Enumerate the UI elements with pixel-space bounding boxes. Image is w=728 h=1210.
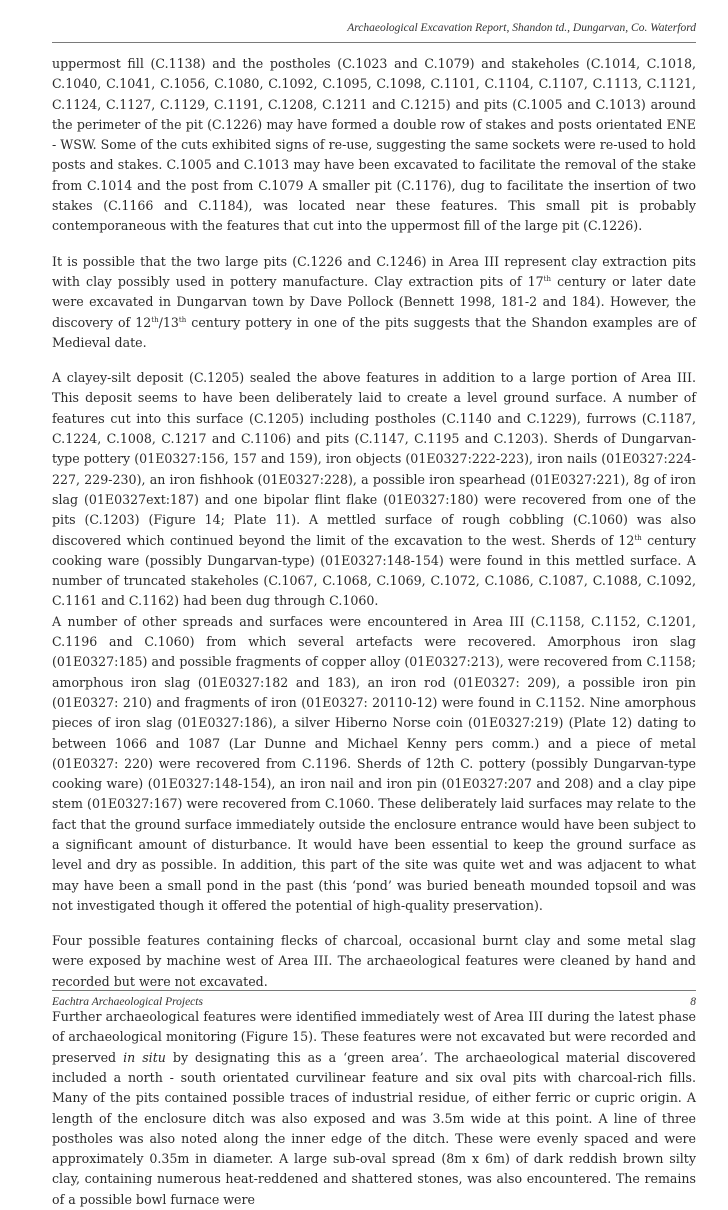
paragraph-clayey-silt-deposit [52, 368, 696, 612]
paragraph-pit-features: uppermost fill (C.1138) and the postholes (C.1023 and C.1079) and stakeholes (C.1014, C.1018, C.1040, C.1041, C.1056, C.1080, C.1092, C.1095, C.1098, C.1101, C.1104, C.1107, C.1113, C.1121, C.1124, C.1127, C.1129, C.1191, C.1208, C.1211 and C.1215) and pits (C.1005 and C.1013) around the perimeter of the pit (C.1226) may have formed a double row of stakes and posts orientated ENE - WSW. Some of the cuts exhibited signs of re-use, suggesting the same sockets were re-used to hold posts and stakes. C.1005 and C.1013 may have been excavated to facilitate the removal of the stake from C.1014 and the post from C.1079 A smaller pit (C.1176), dug to facilitate the insertion of two stakes (C.1166 and C.1184), was located near these features. This small pit is probably contemporaneous with the features that cut into the uppermost fill of the large pit (C.1226). [52, 56, 696, 234]
superscript: th [151, 315, 159, 324]
page-footer [52, 990, 696, 1011]
text-run: century pottery in one of the pits suggests that the Shandon examples are of Medieval date. [52, 314, 696, 350]
company-name: Eachtra Archaeological Projects [52, 996, 203, 1008]
text-run: It is possible that the two large pits (C.1226 and C.1246) in Area III represent clay extraction pits with clay possibly used in pottery manufacture. Clay extraction pits of 17 [52, 253, 696, 289]
italic-term: in situ [123, 1049, 166, 1065]
paragraph-possible-features: Four possible features containing flecks of charcoal, occasional burnt clay and some metal slag were exposed by machine west of Area III. The archaeological features were cleaned by hand and recorded but were not excavated. [52, 933, 696, 989]
superscript: th [178, 315, 187, 324]
text-run: A clayey-silt deposit (C.1205) sealed the above features in addition to a large portion of Area III. This deposit seems to have been deliberately laid to create a level ground surface. A number of features cut into this surface (C.1205) including postholes (C.1140 and C.1229), furrows (C.1187, C.1224, C.1008, C.1217 and C.1106) and pits (C.1147, C.1195 and C.1203). Sherds of Dungarvan-type pottery (01E0327:156, 157 and 159), iron objects (01E0327:222-223), iron nails (01E0327:224-227, 229-230), an iron fishhook (01E0327:228), a possible iron spearhead (01E0327:221), 8g of iron slag (01E0327ext:187) and one bipolar flint flake (01E0327:180) were recovered from one of the pits (C.1203) (Figure 14; Plate 11). A mettled surface of rough cobbling (C.1060) was also discovered which continued beyond the limit of the excavation to the west. Sherds of 12 [52, 370, 696, 548]
report-body [52, 54, 696, 1210]
superscript: th [543, 274, 551, 283]
paragraph-green-area [52, 1007, 696, 1210]
page-header [52, 20, 696, 43]
page-number: 8 [690, 996, 696, 1008]
text-run: Further archaeological features were identified immediately west of Area III during the latest phase of archaeological monitoring (Figure 15). These features were not excavated but were recorded and preserved [52, 1009, 696, 1065]
text-run: century or later date were excavated in Dungarvan town by Dave Pollock (Bennett 1998, 181-2 and 184). However, the discovery of 12 [52, 273, 696, 330]
superscript: th [634, 533, 642, 542]
paragraph-spreads-surfaces: A number of other spreads and surfaces were encountered in Area III (C.1158, C.1152, C.1201, C.1196 and C.1060) from which several artefacts were recovered. Amorphous iron slag (01E0327:185) and possible fragments of copper alloy (01E0327:213), were recovered from C.1158; amorphous iron slag (01E0327:182 and 183), an iron rod (01E0327: 209), a possible iron pin (01E0327: 210) and fragments of iron (01E0327: 20110-12) were found in C.1152. Nine amorphous pieces of iron slag (01E0327:186), a silver Hiberno Norse coin (01E0327:219) (Plate 12) dating to between 1066 and 1087 (Lar Dunne and Michael Kenny pers comm.) and a piece of metal (01E0327: 220) were recovered from C.1196. Sherds of 12th C. pottery (possibly Dungarvan-type cooking ware) (01E0327:148-154), an iron nail and iron pin (01E0327:207 and 208) and a clay pipe stem (01E0327:167) were recovered from C.1060. These deliberately laid surfaces may relate to the fact that the ground surface immediately outside the enclosure entrance would have been subject to a significant amount of disturbance. It would have been essential to keep the ground surface as level and dry as possible. In addition, this part of the site was quite wet and was adjacent to what may have been a small pond in the past (this ‘pond’ was buried beneath mounded topsoil and was not investigated though it offered the potential of high-quality preservation). [52, 613, 696, 913]
text-run: by designating this as a ‘green area’. The archaeological material discovered included a north - south orientated curvilinear feature and six oval pits with charcoal-rich fills. Many of the pits contained possible traces of industrial residue, of either ferric or cupric origin. A length of the enclosure ditch was also exposed and was 3.5m wide at this point. A line of three postholes was also noted along the inner edge of the ditch. These were evenly spaced and were approximately 0.35m in diameter. A large sub-oval spread (8m x 6m) of dark reddish brown silty clay, containing numerous heat-reddened and shattered stones, was also encountered. The remains of a possible bowl furnace were [52, 1049, 696, 1207]
text-run: /13 [158, 314, 179, 330]
report-title: Archaeological Excavation Report, Shandon td., Dungarvan, Co. Waterford [347, 22, 696, 34]
paragraph-clay-extraction [52, 252, 696, 353]
text-run: century cooking ware (possibly Dungarvan-type) (01E0327:148-154) were found in this mettled surface. A number of truncated stakeholes (C.1067, C.1068, C.1069, C.1072, C.1086, C.1087, C.1088, C.1092, C.1161 and C.1162) had been dug through C.1060. [52, 532, 696, 609]
